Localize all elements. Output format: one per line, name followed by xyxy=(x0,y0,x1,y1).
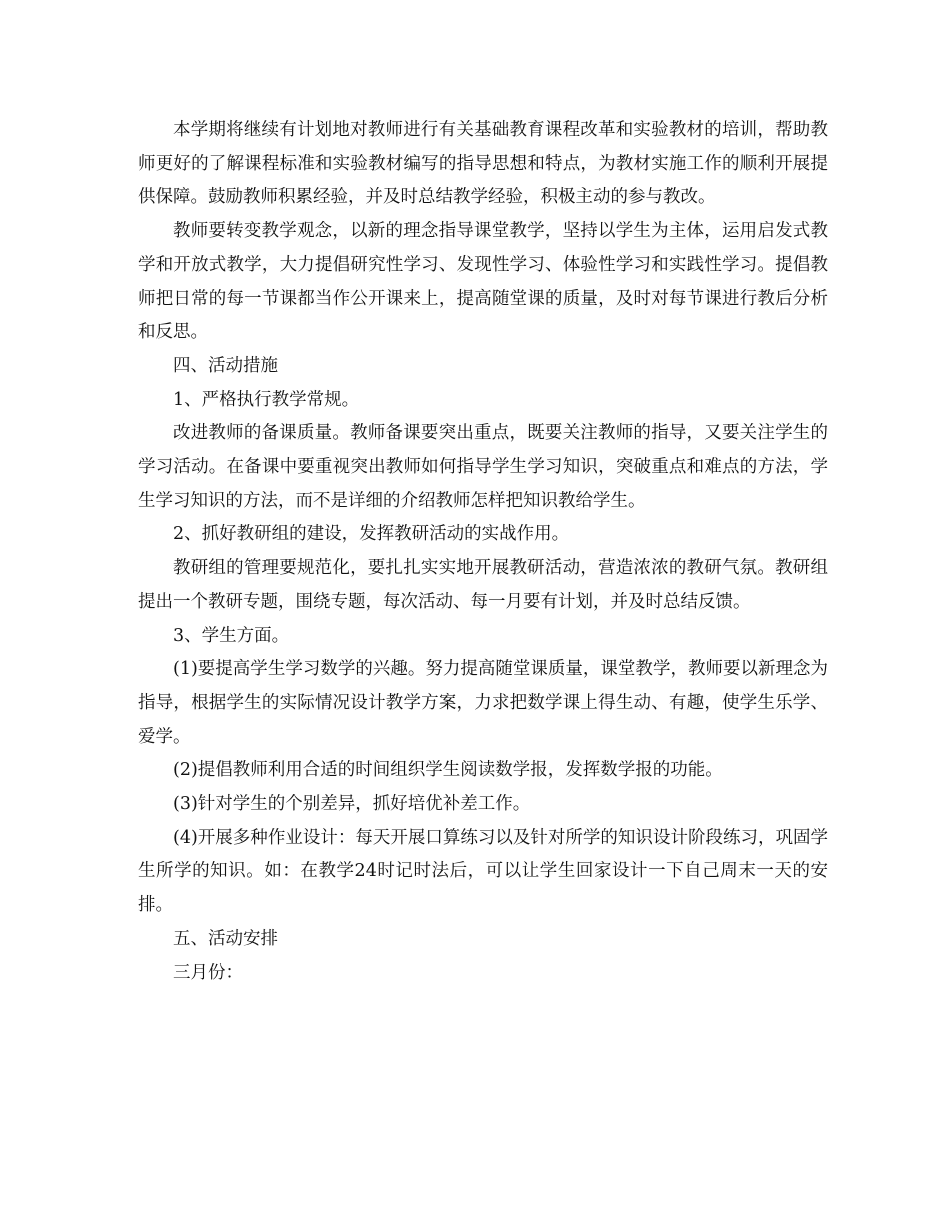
subheading-research-group: 2、抓好教研组的建设，发挥教研活动的实战作用。 xyxy=(173,524,570,545)
section-heading-measures: 四、活动措施 xyxy=(173,355,278,376)
list-item-differences: (3)针对学生的个别差异，抓好培优补差工作。 xyxy=(173,794,531,815)
section-heading-schedule: 五、活动安排 xyxy=(173,928,278,949)
paragraph-training: 本学期将继续有计划地对教师进行有关基础教育课程改革和实验教材的培训，帮助教师更好的了解课程标准和实验教材编写的指导思想和特点，为教材实施工作的顺利开展提供保障。鼓励教师积累经验，并及时总结教学经验，积极主动的参与教改。 xyxy=(138,120,828,208)
paragraph-research-group: 教研组的管理要规范化，要扎扎实实地开展教研活动，营造浓浓的教研气氛。教研组提出一个教研专题，围绕专题，每次活动、每一月要有计划，并及时总结反馈。 xyxy=(138,558,828,612)
paragraph-teaching-concept: 教师要转变教学观念，以新的理念指导课堂教学，坚持以学生为主体，运用启发式教学和开放式教学，大力提倡研究性学习、发现性学习、体验性学习和实践性学习。提倡教师把日常的每一节课都当作公开课来上，提高随堂课的质量，及时对每节课进行教后分析和反思。 xyxy=(138,221,828,343)
list-item-homework: (4)开展多种作业设计：每天开展口算练习以及针对所学的知识设计阶段练习，巩固学生所学的知识。如：在教学24时记时法后，可以让学生回家设计一下自己周末一天的安排。 xyxy=(138,827,828,916)
list-item-math-newspaper: (2)提倡教师利用合适的时间组织学生阅读数学报，发挥数学报的功能。 xyxy=(173,760,723,781)
month-label-march: 三月份： xyxy=(173,962,243,983)
subheading-routine: 1、严格执行教学常规。 xyxy=(173,389,360,410)
subheading-students: 3、学生方面。 xyxy=(173,625,290,646)
document-body xyxy=(138,114,828,990)
paragraph-lesson-prep: 改进教师的备课质量。教师备课要突出重点，既要关注教师的指导，又要关注学生的学习活动。在备课中要重视突出教师如何指导学生学习知识，突破重点和难点的方法，学生学习知识的方法，而不是详细的介绍教师怎样把知识教给学生。 xyxy=(138,423,828,511)
list-item-interest: (1)要提高学生学习数学的兴趣。努力提高随堂课质量，课堂教学，教师要以新理念为指导，根据学生的实际情况设计教学方案，力求把数学课上得生动、有趣，使学生乐学、爱学。 xyxy=(138,659,828,747)
